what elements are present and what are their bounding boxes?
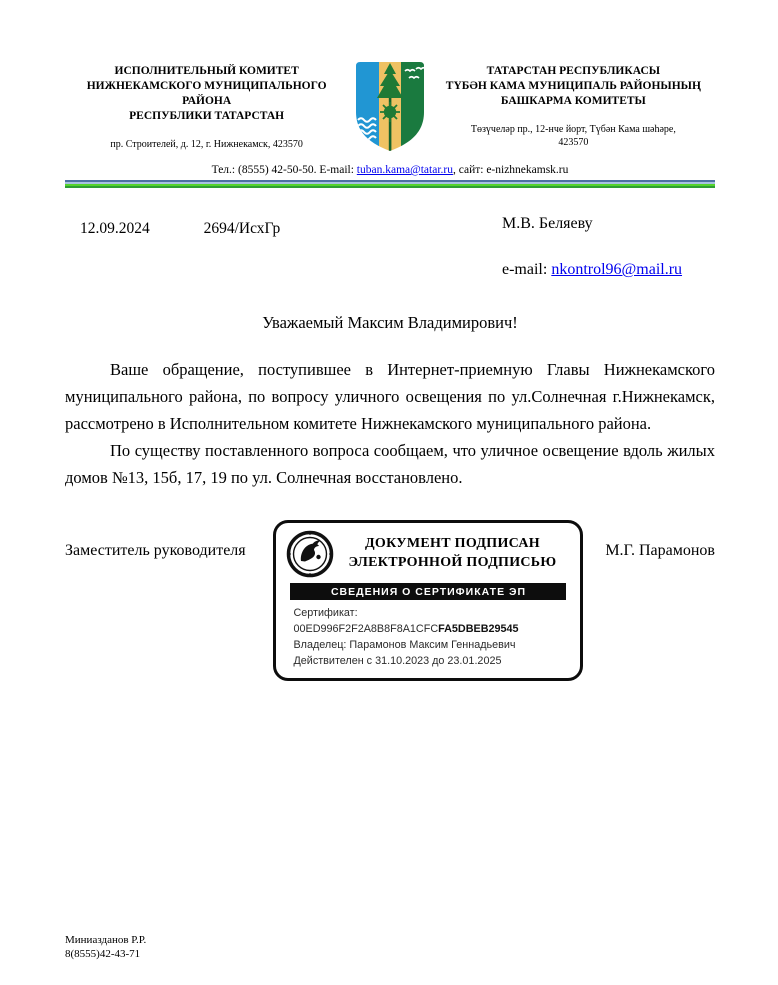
certificate-line [293,605,570,637]
reference-left [65,214,280,279]
org-block-tatar [432,52,715,149]
letter-date: 12.09.2024 [80,220,150,237]
letterhead [65,52,715,154]
contact-line [65,164,715,176]
org-tt-line1: ТАТАРСТАН РЕСПУБЛИКАСЫ [486,65,661,77]
body-paragraph: Ваше обращение, поступившее в Интернет-приемную Главы Нижнекамского муниципального района, по вопросу уличного освещения по ул.Солнечная г.Нижнекамск, рассмотрено в Исполнительном комитете Нижнекамского муниципального района. [65,360,715,433]
recipient-email-label: e-mail: [502,261,552,279]
stamp-header [286,530,570,578]
divider-line-green-dark [65,186,715,188]
certificate-number: 00ED996F2F2A8B8F8A1CFC [293,622,439,635]
signer-position: Заместитель руководителя [65,541,246,559]
stamp-certificate-info [286,600,570,670]
coat-of-arms-nizhnekamsk [353,60,427,154]
letter-number: 2694/ИсхГр [203,220,281,237]
reference-row [65,214,715,279]
executor-name: Миниазданов Р.Р. [65,934,147,946]
coat-of-arms-wrap [348,52,431,154]
org-tt-address-line2: 423570 [558,136,589,148]
org-tt-address [432,123,715,149]
recipient-email-link[interactable]: nkontrol96@mail.ru [551,261,683,279]
org-block-russian [65,52,348,151]
stamp-title-line2: ЭЛЕКТРОННОЙ ПОДПИСЬЮ [348,554,557,570]
tatarstan-seal-icon [286,530,334,578]
stamp-title-line1: ДОКУМЕНТ ПОДПИСАН [365,535,540,551]
org-name-tatar [432,64,715,109]
body-paragraph: По существу поставленного вопроса сообщаем, что уличное освещение вдоль жилых домов №13, 15б, 17, 19 по ул. Солнечная восстановлено. [65,440,715,487]
contact-suffix: , сайт: e-nizhnekamsk.ru [452,164,569,176]
letterhead-divider [65,180,715,188]
org-ru-line1: ИСПОЛНИТЕЛЬНЫЙ КОМИТЕТ [114,65,299,77]
contact-prefix: Тел.: (8555) 42-50-50. E-mail: [211,164,357,176]
org-ru-line2: НИЖНЕКАМСКОГО МУНИЦИПАЛЬНОГО РАЙОНА [86,79,327,107]
org-ru-address: пр. Строителей, д. 12, г. Нижнекамск, 423570 [110,138,303,150]
electronic-signature-stamp [273,520,583,682]
certificate-label: Сертификат: [293,606,358,619]
recipient-name: М.В. Беляеву [502,215,593,232]
recipient-block [502,214,715,279]
executor-phone: 8(8555)42-43-71 [65,948,141,961]
owner-line: Владелец: Парамонов Максим Геннадьевич [293,639,516,652]
executor-block [65,933,146,962]
signature-row [65,520,715,682]
certificate-number-bold: FA5DBEB29545 [438,622,519,635]
stamp-title [334,535,570,573]
recipient-email-line [502,261,715,279]
org-ru-line3: РЕСПУБЛИКИ ТАТАРСТАН [129,109,285,122]
letter-body [65,357,715,491]
salutation: Уважаемый Максим Владимирович! [262,313,518,333]
signer-name: М.Г. Парамонов [605,541,715,559]
org-email-link[interactable]: tuban.kama@tatar.ru [356,164,453,176]
org-name-russian [65,64,348,124]
org-tt-address-line1: Төзүчеләр пр., 12-нче йорт, Түбән Кама шәһәре, [470,123,676,135]
validity-line: Действителен с 31.10.2023 до 23.01.2025 [293,655,502,668]
stamp-certificate-bar: СВЕДЕНИЯ О СЕРТИФИКАТЕ ЭП [290,583,566,600]
org-tt-line2: ТҮБӘН КАМА МУНИЦИПАЛЬ РАЙОНЫНЫҢ [445,79,701,92]
org-tt-line3: БАШКАРМА КОМИТЕТЫ [500,94,646,107]
